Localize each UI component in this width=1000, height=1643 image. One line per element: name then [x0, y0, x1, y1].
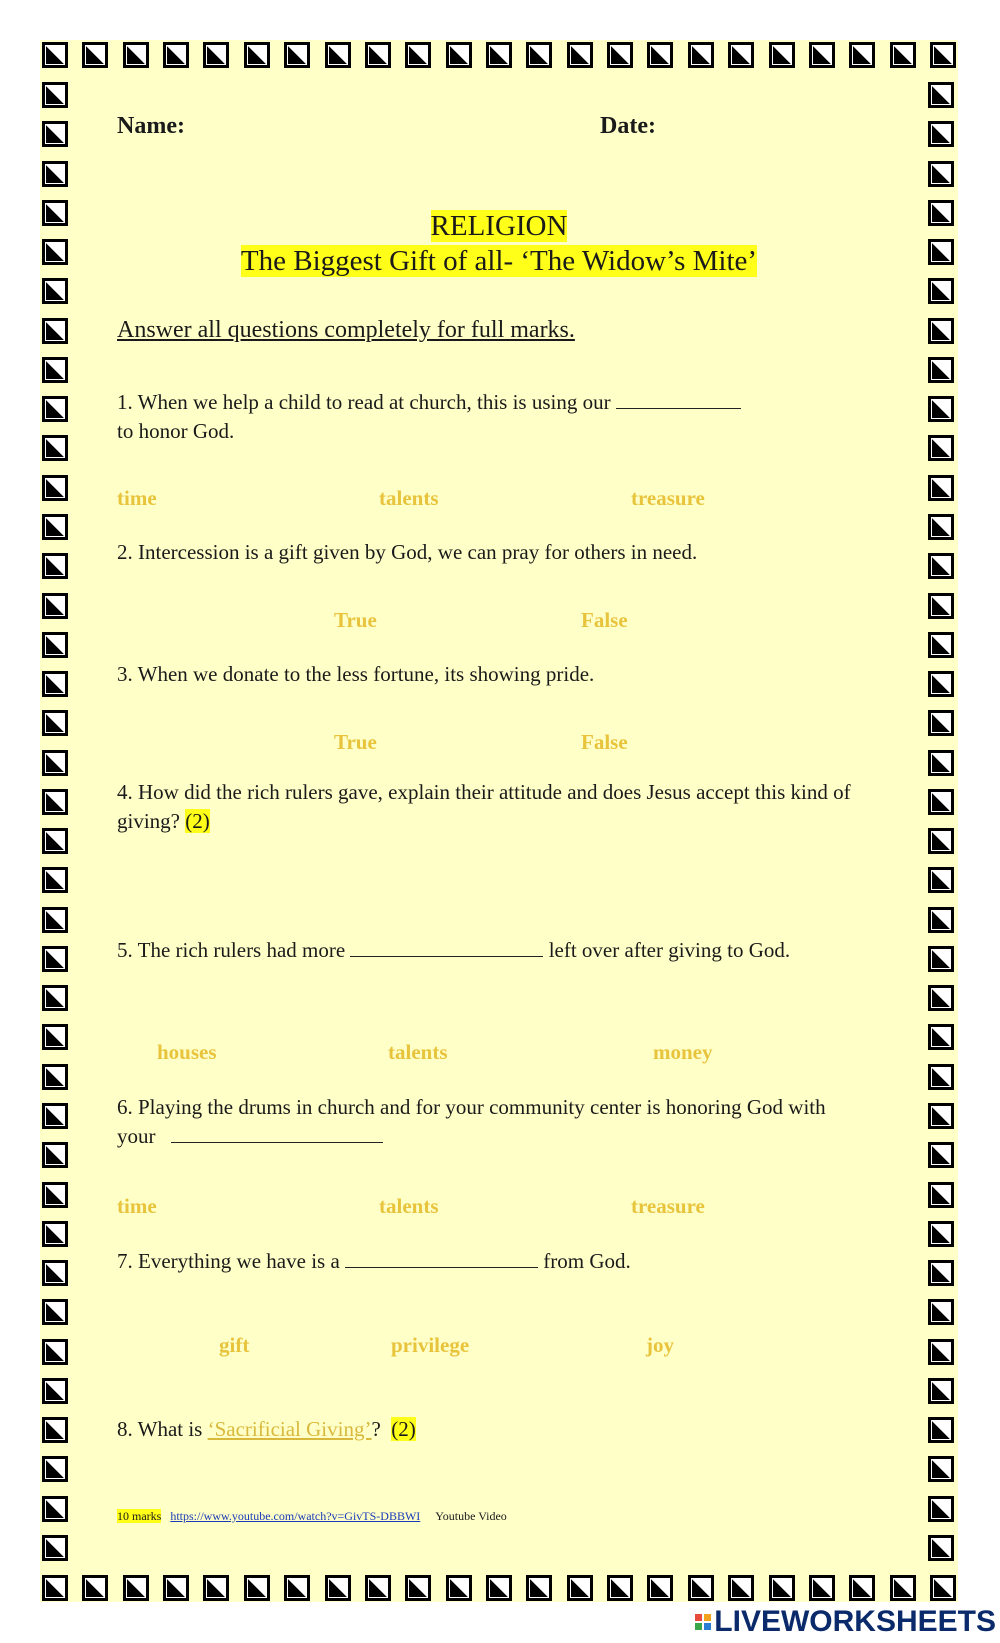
border-tile-icon: [42, 278, 68, 304]
border-tile-icon: [42, 475, 68, 501]
marks-badge: (2): [391, 1417, 416, 1441]
option-talents[interactable]: talents: [388, 1040, 448, 1064]
footer: [117, 1509, 507, 1524]
border-tile-icon: [42, 435, 68, 461]
border-tile-icon: [849, 42, 875, 68]
border-tile-icon: [486, 1575, 512, 1601]
border-tile-icon: [42, 789, 68, 815]
border-tile-icon: [928, 828, 954, 854]
border-tile-icon: [42, 1024, 68, 1050]
border-tile-icon: [928, 1221, 954, 1247]
option-gift[interactable]: gift: [219, 1333, 250, 1357]
border-tile-icon: [42, 593, 68, 619]
border-tile-icon: [42, 239, 68, 265]
page-subtitle: The Biggest Gift of all- ‘The Widow’s Mite’: [240, 245, 758, 277]
border-tile-icon: [928, 946, 954, 972]
border-tile-icon: [928, 750, 954, 776]
border-tile-icon: [42, 1299, 68, 1325]
border-tile-icon: [567, 1575, 593, 1601]
border-tile-icon: [42, 357, 68, 383]
question-8: 8. What is ‘Sacrificial Giving’? (2): [117, 1417, 416, 1441]
border-tile-icon: [928, 1496, 954, 1522]
border-tile-icon: [42, 1064, 68, 1090]
border-tile-icon: [930, 1575, 956, 1601]
border-tile-icon: [446, 42, 472, 68]
border-tile-icon: [769, 42, 795, 68]
border-tile-icon: [928, 1142, 954, 1168]
border-tile-icon: [928, 357, 954, 383]
question-2: 2. Intercession is a gift given by God, we can pray for others in need.: [117, 540, 698, 564]
option-false[interactable]: False: [581, 730, 628, 754]
border-tile-icon: [728, 1575, 754, 1601]
option-true[interactable]: True: [334, 730, 377, 754]
border-tile-icon: [42, 1575, 68, 1601]
option-talents[interactable]: talents: [379, 1194, 439, 1218]
border-tile-icon: [405, 42, 431, 68]
border-tile-icon: [928, 239, 954, 265]
question-5: 5. The rich rulers had more left over after giving to God.: [117, 938, 791, 962]
border-tile-icon: [928, 82, 954, 108]
border-tile-icon: [42, 553, 68, 579]
border-tile-icon: [928, 1456, 954, 1482]
answer-blank[interactable]: [171, 1122, 383, 1143]
border-tile-icon: [728, 42, 754, 68]
border-tile-icon: [928, 789, 954, 815]
border-tile-icon: [769, 1575, 795, 1601]
question-3: 3. When we donate to the less fortune, its showing pride.: [117, 662, 595, 686]
question-6: 6. Playing the drums in church and for your community center is honoring God with your: [117, 1095, 826, 1148]
border-tile-icon: [890, 42, 916, 68]
border-tile-icon: [42, 1535, 68, 1561]
logo-mark-icon: [694, 1613, 712, 1631]
border-tile-icon: [928, 1417, 954, 1443]
border-tile-icon: [928, 553, 954, 579]
page-title: RELIGION: [430, 210, 568, 242]
border-tile-icon: [123, 42, 149, 68]
border-tile-icon: [42, 1221, 68, 1247]
question-1: 1. When we help a child to read at church, this is using our to honor God.: [117, 388, 877, 446]
border-tile-icon: [928, 1260, 954, 1286]
question-4: 4. How did the rich rulers gave, explain their attitude and does Jesus accept this kind of giving? (2): [117, 780, 851, 833]
option-joy[interactable]: joy: [646, 1333, 674, 1357]
border-tile-icon: [42, 1456, 68, 1482]
border-tile-icon: [928, 1535, 954, 1561]
border-tile-icon: [928, 671, 954, 697]
border-tile-icon: [928, 867, 954, 893]
border-tile-icon: [325, 42, 351, 68]
youtube-link[interactable]: https://www.youtube.com/watch?v=GivTS-DBBWI: [170, 1509, 421, 1523]
border-tile-icon: [928, 161, 954, 187]
border-tile-icon: [42, 161, 68, 187]
option-treasure[interactable]: treasure: [631, 486, 705, 510]
border-tile-icon: [42, 1182, 68, 1208]
option-time[interactable]: time: [117, 1194, 157, 1218]
border-tile-icon: [928, 710, 954, 736]
border-tile-icon: [284, 1575, 310, 1601]
border-tile-icon: [647, 1575, 673, 1601]
border-tile-icon: [928, 475, 954, 501]
border-tile-icon: [42, 82, 68, 108]
border-tile-icon: [365, 42, 391, 68]
border-tile-icon: [82, 42, 108, 68]
border-tile-icon: [42, 907, 68, 933]
option-talents[interactable]: talents: [379, 486, 439, 510]
border-tile-icon: [928, 396, 954, 422]
border-tile-icon: [42, 1260, 68, 1286]
border-tile-icon: [928, 514, 954, 540]
video-label: Youtube Video: [435, 1509, 507, 1523]
border-tile-icon: [42, 42, 68, 68]
term-link[interactable]: ‘Sacrificial Giving’: [207, 1417, 372, 1441]
border-tile-icon: [42, 1378, 68, 1404]
option-true[interactable]: True: [334, 608, 377, 632]
border-tile-icon: [928, 907, 954, 933]
border-tile-icon: [42, 828, 68, 854]
border-tile-icon: [928, 121, 954, 147]
option-money[interactable]: money: [653, 1040, 713, 1064]
marks-badge: (2): [185, 809, 210, 833]
border-tile-icon: [163, 1575, 189, 1601]
border-tile-icon: [123, 1575, 149, 1601]
border-tile-icon: [928, 985, 954, 1011]
border-tile-icon: [42, 1103, 68, 1129]
brand-text: LIVEWORKSHEETS: [714, 1605, 996, 1638]
border-tile-icon: [42, 1339, 68, 1365]
border-tile-icon: [325, 1575, 351, 1601]
border-tile-icon: [244, 1575, 270, 1601]
border-tile-icon: [284, 42, 310, 68]
border-tile-icon: [42, 946, 68, 972]
border-tile-icon: [928, 1024, 954, 1050]
worksheet: [40, 40, 958, 1602]
border-tile-icon: [42, 396, 68, 422]
option-false[interactable]: False: [581, 608, 628, 632]
border-tile-icon: [42, 632, 68, 658]
question-7: 7. Everything we have is a from God.: [117, 1249, 631, 1273]
border-tile-icon: [928, 200, 954, 226]
border-tile-icon: [928, 1064, 954, 1090]
border-tile-icon: [849, 1575, 875, 1601]
border-tile-icon: [567, 42, 593, 68]
answer-blank[interactable]: [350, 936, 543, 957]
border-tile-icon: [809, 42, 835, 68]
answer-blank[interactable]: [616, 388, 741, 409]
instructions: Answer all questions completely for full marks.: [117, 317, 575, 343]
liveworksheets-logo: [694, 1603, 996, 1641]
border-tile-icon: [928, 435, 954, 461]
border-tile-icon: [42, 1496, 68, 1522]
border-tile-icon: [890, 1575, 916, 1601]
option-houses[interactable]: houses: [157, 1040, 217, 1064]
border-tile-icon: [42, 750, 68, 776]
border-tile-icon: [928, 318, 954, 344]
border-tile-icon: [928, 278, 954, 304]
border-tile-icon: [607, 1575, 633, 1601]
border-tile-icon: [42, 200, 68, 226]
border-tile-icon: [928, 1299, 954, 1325]
border-tile-icon: [405, 1575, 431, 1601]
border-tile-icon: [928, 1339, 954, 1365]
border-tile-icon: [688, 1575, 714, 1601]
answer-blank[interactable]: [345, 1247, 538, 1268]
border-tile-icon: [203, 1575, 229, 1601]
option-treasure[interactable]: treasure: [631, 1194, 705, 1218]
option-time[interactable]: time: [117, 486, 157, 510]
border-tile-icon: [42, 1142, 68, 1168]
name-label: Name:: [117, 113, 185, 139]
border-tile-icon: [446, 1575, 472, 1601]
border-tile-icon: [928, 593, 954, 619]
border-tile-icon: [688, 42, 714, 68]
border-tile-icon: [526, 42, 552, 68]
border-tile-icon: [42, 121, 68, 147]
border-tile-icon: [244, 42, 270, 68]
border-tile-icon: [42, 671, 68, 697]
border-tile-icon: [203, 42, 229, 68]
border-tile-icon: [42, 710, 68, 736]
border-tile-icon: [486, 42, 512, 68]
border-tile-icon: [42, 1417, 68, 1443]
border-tile-icon: [809, 1575, 835, 1601]
border-tile-icon: [930, 42, 956, 68]
border-tile-icon: [42, 867, 68, 893]
border-tile-icon: [928, 632, 954, 658]
border-tile-icon: [42, 514, 68, 540]
border-tile-icon: [365, 1575, 391, 1601]
border-tile-icon: [82, 1575, 108, 1601]
border-tile-icon: [42, 318, 68, 344]
border-tile-icon: [163, 42, 189, 68]
date-label: Date:: [600, 113, 656, 139]
border-tile-icon: [928, 1182, 954, 1208]
total-marks: 10 marks: [117, 1509, 162, 1523]
border-tile-icon: [647, 42, 673, 68]
border-tile-icon: [928, 1103, 954, 1129]
border-tile-icon: [526, 1575, 552, 1601]
border-tile-icon: [42, 985, 68, 1011]
option-privilege[interactable]: privilege: [391, 1333, 470, 1357]
border-tile-icon: [928, 1378, 954, 1404]
border-tile-icon: [607, 42, 633, 68]
